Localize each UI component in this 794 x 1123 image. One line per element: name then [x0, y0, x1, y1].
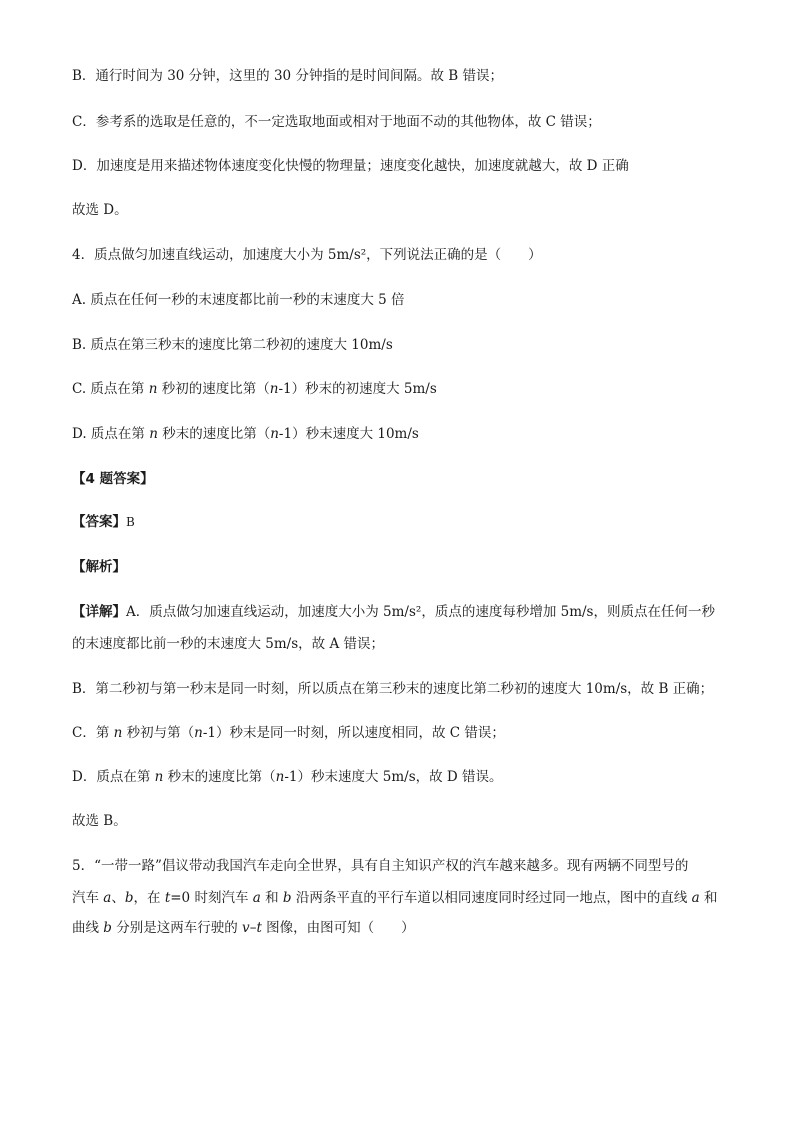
- text-segment: 和: [260, 890, 283, 906]
- question-4-option-a: A. 质点在任何一秒的末速度都比前一秒的末速度大 5 倍: [72, 292, 405, 308]
- text-segment: 、: [111, 890, 125, 906]
- variable-t: t: [256, 920, 262, 936]
- text-segment: -1）秒末速度大 5m/s，故 D 错误。: [284, 769, 503, 785]
- variable-n: n: [148, 381, 158, 397]
- question-5-line-2: [72, 888, 732, 908]
- variable-a: a: [691, 890, 700, 906]
- option-d-explanation: D．加速度是用来描述物体速度变化快慢的物理量；速度变化越快，加速度就越大，故 D 正确: [72, 158, 629, 174]
- text-segment: D. 质点在第: [72, 426, 150, 442]
- detail-conclusion: 故选 B。: [72, 813, 127, 829]
- text-segment: 秒初与第（: [122, 725, 195, 741]
- variable-n: n: [154, 769, 164, 785]
- variable-n: n: [275, 769, 285, 785]
- variable-n: n: [194, 725, 203, 741]
- detail-line-3: B．第二秒初与第一秒末是同一时刻，所以质点在第三秒末的速度比第二秒初的速度大 10m/s，故 B 正确；: [72, 681, 714, 697]
- text-segment: C．第: [72, 725, 114, 741]
- variable-b: b: [124, 890, 134, 906]
- question-4-stem: 4．质点做匀加速直线运动，加速度大小为 5m/s²，下列说法正确的是（ ）: [72, 247, 542, 263]
- detail-line-5: [72, 767, 732, 787]
- text-segment: -1）秒末是同一时刻，所以速度相同，故 C 错误；: [202, 725, 505, 741]
- text-segment: 汽车: [72, 890, 104, 906]
- answer-label: 【答案】: [72, 514, 126, 530]
- detail-label: 【详解】: [72, 604, 126, 620]
- text-segment: 和: [699, 890, 718, 906]
- variable-a: a: [103, 890, 112, 906]
- answer-header: 【4 题答案】: [72, 471, 154, 487]
- analysis-header: 【解析】: [72, 559, 126, 575]
- option-c-explanation: C．参考系的选取是任意的，不一定选取地面或相对于地面不动的其他物体，故 C 错误；: [72, 114, 601, 130]
- question-4-option-c: [72, 379, 732, 399]
- question-5-line-1: 5．“一带一路”倡议带动我国汽车走向全世界，具有自主知识产权的汽车越来越多。现有两辆不同型号的: [72, 858, 689, 874]
- text-segment: C. 质点在第: [72, 381, 149, 397]
- text-segment: 秒初的速度比第（: [157, 381, 270, 397]
- question-4-option-b: B. 质点在第三秒末的速度比第二秒初的速度大 10m/s: [72, 337, 393, 353]
- variable-b: b: [282, 890, 292, 906]
- variable-v: v: [242, 920, 250, 936]
- text-segment: ，在: [133, 890, 165, 906]
- variable-n: n: [113, 725, 123, 741]
- text-segment: 沿两条平直的平行车道以相同速度同时经过同一地点，图中的直线: [291, 890, 692, 906]
- variable-b: b: [103, 920, 112, 936]
- text-segment: -1）秒末速度大 10m/s: [278, 426, 419, 442]
- question-4-option-d: [72, 424, 732, 444]
- text-segment: 曲线: [72, 920, 104, 936]
- detail-line-1: [72, 602, 732, 622]
- answer-value: B: [126, 515, 135, 529]
- text-segment: =0 时刻汽车: [170, 890, 253, 906]
- variable-n: n: [269, 381, 279, 397]
- variable-n: n: [149, 426, 158, 442]
- detail-line-4: [72, 723, 732, 743]
- answer-line: [72, 512, 732, 532]
- option-b-explanation: B．通行时间为 30 分钟，这里的 30 分钟指的是时间间隔。故 B 错误；: [72, 68, 503, 84]
- text-segment: 秒末的速度比第（: [157, 426, 271, 442]
- text-segment: -1）秒末的初速度大 5m/s: [278, 381, 437, 397]
- detail-line-2: 的末速度都比前一秒的末速度大 5m/s，故 A 错误；: [72, 636, 384, 652]
- variable-t: t: [164, 890, 171, 906]
- variable-a: a: [252, 890, 261, 906]
- variable-n: n: [270, 426, 279, 442]
- question-5-line-3: [72, 918, 732, 938]
- text-segment: 图像，由图可知（ ）: [261, 920, 415, 936]
- text-segment: D．质点在第: [72, 769, 155, 785]
- text-segment: 秒末的速度比第（: [163, 769, 276, 785]
- text-segment: –: [249, 920, 257, 936]
- previous-answer-conclusion: 故选 D。: [72, 202, 128, 218]
- text-segment: A．质点做匀加速直线运动，加速度大小为 5m/s²，质点的速度每秒增加 5m/s，则质点在任何一秒: [126, 604, 715, 620]
- text-segment: 分别是这两车行驶的: [111, 920, 243, 936]
